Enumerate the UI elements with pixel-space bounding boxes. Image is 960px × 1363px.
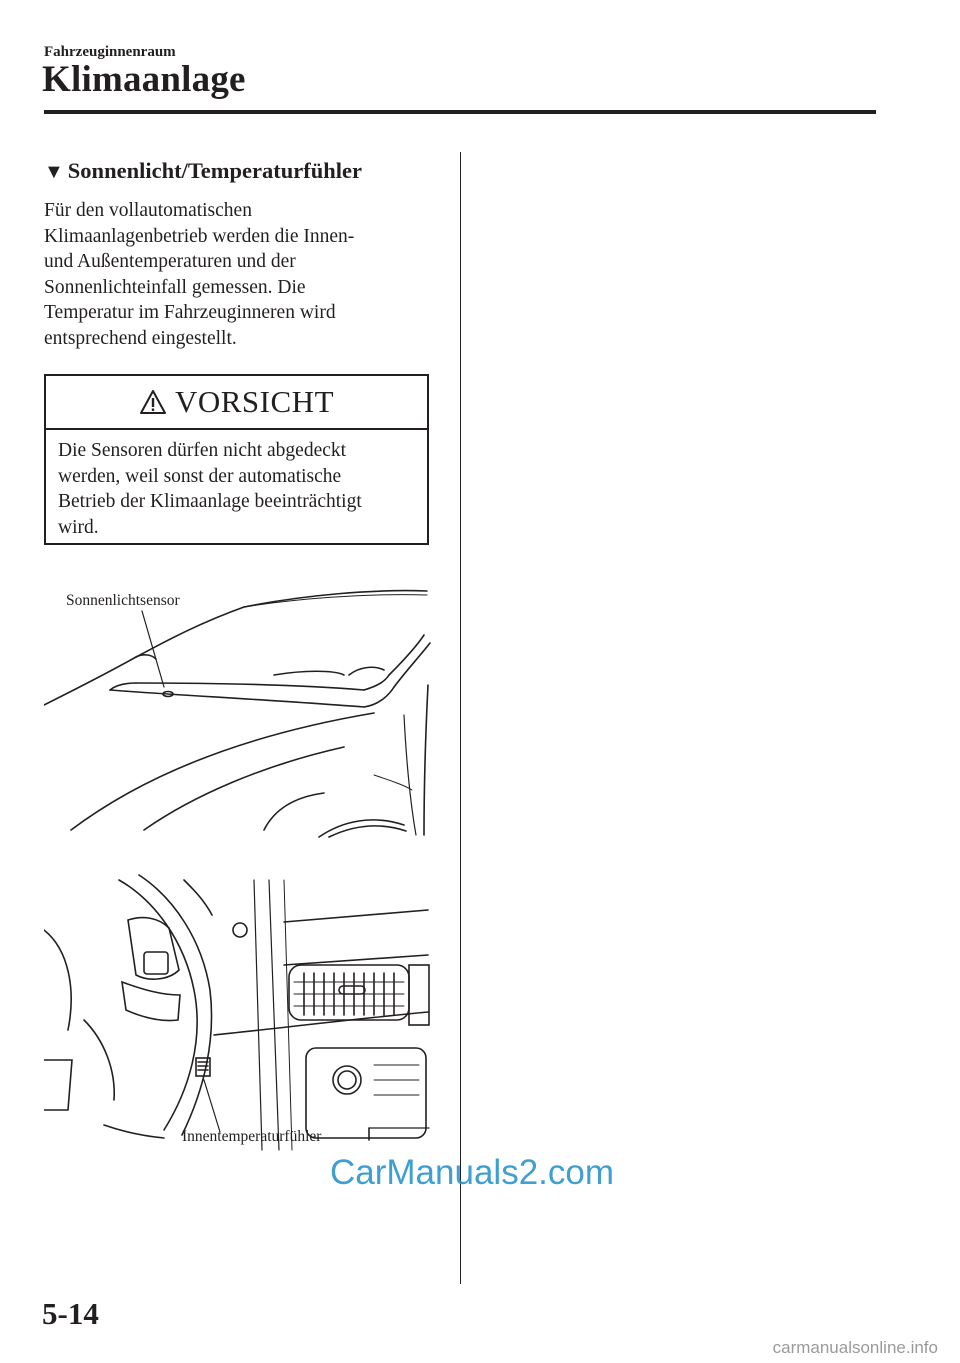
cabin-sensor-illustration bbox=[44, 870, 434, 1160]
caution-title: VORSICHT bbox=[174, 384, 334, 419]
sun-sensor-label: Sonnenlichtsensor bbox=[66, 592, 180, 609]
topic-heading bbox=[44, 158, 362, 184]
topic-body: Für den vollautomatischen Klimaanlagenbetrieb werden die Innen- und Außentemperaturen und der Sonnenlichteinfall gemessen. Die Temperatur im Fahrzeuginneren wird entsprechend eingestellt. bbox=[44, 200, 355, 349]
watermark: CarManuals2.com bbox=[330, 1153, 614, 1192]
cabin-sensor-label: Innentemperaturfühler bbox=[182, 1128, 322, 1145]
page-number: 5-14 bbox=[42, 1296, 99, 1331]
footer-site: carmanualsonline.info bbox=[772, 1338, 938, 1357]
chapter-title: Klimaanlage bbox=[42, 59, 246, 100]
section-title: Fahrzeuginnenraum bbox=[44, 44, 176, 60]
caution-text: Die Sensoren dürfen nicht abgedeckt werden, weil sonst der automatische Betrieb der Klimaanlage beeinträchtigt wird. bbox=[58, 440, 362, 538]
caution-header bbox=[46, 376, 427, 430]
header-rule bbox=[44, 110, 876, 114]
triangle-bullet-icon: ▼ bbox=[44, 161, 64, 183]
caution-box bbox=[44, 374, 429, 545]
column-divider bbox=[460, 152, 461, 1284]
warning-triangle-icon bbox=[139, 389, 167, 415]
sun-sensor-illustration bbox=[44, 575, 434, 840]
topic-heading-text: Sonnenlicht/Temperaturfühler bbox=[67, 158, 362, 183]
